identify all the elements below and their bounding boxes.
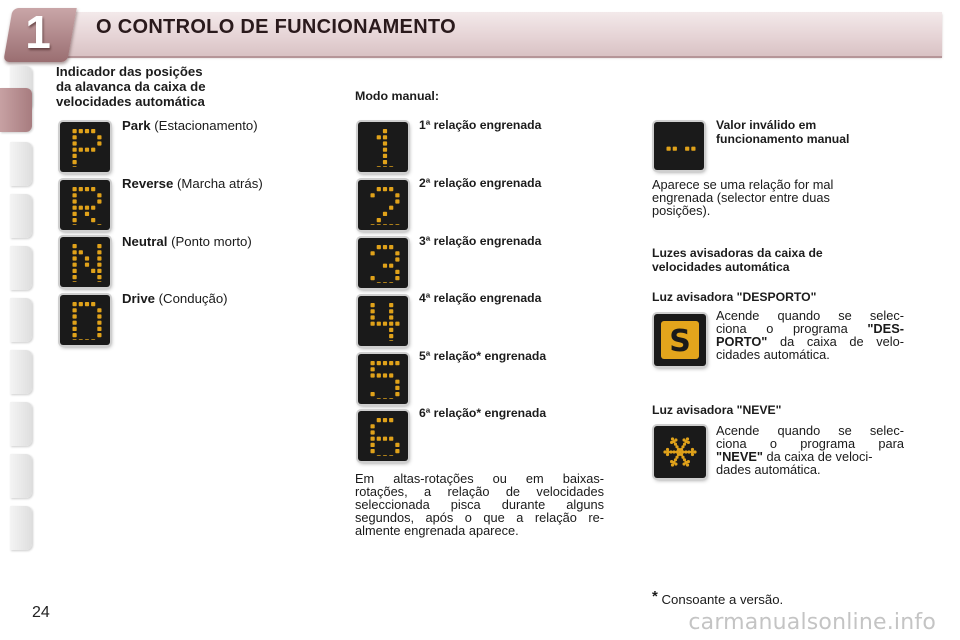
glyph-dot <box>389 437 393 441</box>
footnote-text: Consoante a versão. <box>657 592 784 607</box>
glyph-dot <box>97 308 101 312</box>
label-text: (Ponto morto) <box>167 234 252 249</box>
footnote-star: * <box>652 588 658 605</box>
snowflake-dot <box>691 448 694 451</box>
glyph-dot <box>73 302 77 306</box>
snowflake-dot <box>674 462 677 465</box>
glyph-dot <box>73 333 77 337</box>
glyph-dot <box>389 303 393 307</box>
glyph-dot <box>73 321 77 325</box>
glyph-dot <box>377 398 381 399</box>
label-text: (Condução) <box>155 291 228 306</box>
invalid-value-description <box>652 178 882 217</box>
gear-display-d-icon <box>60 295 110 345</box>
glyph-dot <box>91 218 95 222</box>
glyph-dot <box>79 206 83 210</box>
gear-display-2-icon <box>358 180 408 230</box>
snowflake-icon <box>660 432 700 472</box>
dot-matrix-glyph <box>366 416 400 456</box>
page-title: O CONTROLO DE FUNCIONAMENTO <box>96 16 456 38</box>
glyph-dot <box>85 148 89 152</box>
glyph-dot <box>383 418 387 422</box>
glyph-dot <box>73 193 77 197</box>
glyph-dot <box>383 224 387 225</box>
snowflake-dot <box>672 450 675 453</box>
glyph-dot <box>73 199 77 203</box>
glyph-dot <box>383 135 387 139</box>
label-text: (Marcha atrás) <box>173 176 263 191</box>
glyph-dot <box>389 418 393 422</box>
glyph-dot <box>73 224 77 225</box>
glyph-dot <box>383 282 387 283</box>
glyph-dot <box>389 340 393 341</box>
glyph-dot <box>371 315 375 319</box>
glyph-dot <box>395 270 399 274</box>
glyph-dot <box>389 328 393 332</box>
gear-4-label: 4ª relação engrenada <box>419 291 542 305</box>
desc-line <box>716 348 904 361</box>
gear-3-label: 3ª relação engrenada <box>419 234 542 248</box>
note-line: seleccionada pisca durante alguns <box>355 497 604 512</box>
glyph-dot <box>395 380 399 384</box>
gear-display-p-icon <box>60 122 110 172</box>
gearbox-lights-title <box>652 246 823 274</box>
glyph-dot <box>389 224 393 225</box>
glyph-dot <box>377 455 381 456</box>
glyph-dot <box>79 250 83 254</box>
glyph-dot <box>97 333 101 337</box>
glyph-dot <box>371 276 375 280</box>
glyph-dot <box>377 437 381 441</box>
title-line: velocidades automática <box>652 260 790 274</box>
snowflake-dot <box>686 437 689 440</box>
snowflake-dot <box>684 450 687 453</box>
gear-display-3-icon <box>358 238 408 288</box>
glyph-dot <box>91 129 95 133</box>
desc-bold: "NEVE" <box>716 449 763 464</box>
glyph-dot <box>389 309 393 313</box>
glyph-dot <box>389 373 393 377</box>
glyph-dot <box>377 166 381 167</box>
gear-display-6-icon <box>358 411 408 461</box>
glyph-dot <box>377 361 381 365</box>
glyph-dot <box>371 373 375 377</box>
glyph-dot <box>389 264 393 268</box>
dot-matrix-glyph <box>68 185 102 225</box>
desc-text: da caixa de veloci- <box>762 449 873 464</box>
glyph-dot <box>383 187 387 191</box>
snow-light-description <box>716 424 904 476</box>
glyph-dot <box>383 373 387 377</box>
glyph-dot <box>389 282 393 283</box>
glyph-dot <box>377 218 381 222</box>
glyph-dot <box>377 373 381 377</box>
glyph-dot <box>389 166 393 167</box>
glyph-dot <box>97 199 101 203</box>
label-bold: Neutral <box>122 234 168 249</box>
glyph-dot <box>371 322 375 326</box>
label-text: (Estacionamento) <box>150 118 258 133</box>
glyph-dot <box>377 418 381 422</box>
glyph-dot <box>395 386 399 390</box>
glyph-dot <box>383 148 387 152</box>
glyph-dot <box>371 443 375 447</box>
desc-line: posições). <box>652 203 711 218</box>
dot-matrix-glyph <box>366 243 400 283</box>
desc-text: ciona o programa para <box>716 436 904 451</box>
gear-5-label: 5ª relação* engrenada <box>419 349 547 363</box>
glyph-dot <box>389 455 393 456</box>
glyph-dot <box>97 314 101 318</box>
glyph-dot <box>377 224 381 225</box>
glyph-dot <box>73 148 77 152</box>
title-line: funcionamento manual <box>716 132 850 146</box>
note-line: Em altas-rotações ou em baixas- <box>355 471 604 486</box>
glyph-dot <box>73 160 77 164</box>
glyph-dot <box>673 147 677 151</box>
version-footnote <box>652 588 783 607</box>
glyph-dot <box>79 339 83 340</box>
snowflake-dot <box>671 437 674 440</box>
glyph-dot <box>389 187 393 191</box>
label-bold: Drive <box>122 291 155 306</box>
glyph-dot <box>395 449 399 453</box>
sidebar-tab[interactable] <box>10 506 32 550</box>
dot-matrix-glyph <box>68 300 102 340</box>
dot-matrix-glyph <box>68 242 102 282</box>
glyph-dot <box>85 212 89 216</box>
desc-text: Acende quando se selec- <box>716 423 904 438</box>
manual-mode-note <box>355 472 604 537</box>
desc-line: Aparece se uma relação for mal <box>652 177 834 192</box>
glyph-dot <box>97 263 101 267</box>
glyph-dot <box>383 437 387 441</box>
glyph-dot <box>395 392 399 396</box>
gear-display-1-icon <box>358 122 408 172</box>
snowflake-dot <box>669 450 672 453</box>
glyph-dot <box>97 256 101 260</box>
sidebar-tab[interactable] <box>10 194 32 238</box>
glyph-dot <box>73 218 77 222</box>
sidebar-tab-active[interactable] <box>0 88 32 132</box>
glyph-dot <box>371 224 375 225</box>
glyph-dot <box>377 135 381 139</box>
note-line: almente engrenada aparece. <box>355 523 519 538</box>
glyph-dot <box>371 367 375 371</box>
neutral-label <box>122 234 252 249</box>
glyph-dot <box>395 257 399 261</box>
glyph-dot <box>85 302 89 306</box>
glyph-dot <box>383 245 387 249</box>
glyph-dot <box>377 322 381 326</box>
glyph-dot <box>97 244 101 248</box>
glyph-dot <box>91 339 95 340</box>
chapter-sidebar <box>0 64 32 576</box>
glyph-dot <box>97 193 101 197</box>
glyph-dot <box>73 308 77 312</box>
glyph-dot <box>97 281 101 282</box>
snowflake-dot <box>682 438 685 441</box>
glyph-dot <box>395 224 399 225</box>
desc-text: cidades automática. <box>716 347 830 362</box>
invalid-value-title <box>716 118 849 146</box>
desc-text: Acende quando se selec- <box>716 308 904 323</box>
desc-line: engrenada (selector entre duas <box>652 190 830 205</box>
drive-label <box>122 291 228 306</box>
glyph-dot <box>395 322 399 326</box>
desc-line <box>716 463 904 476</box>
snowflake-dot <box>670 460 673 463</box>
glyph-dot <box>371 449 375 453</box>
glyph-dot <box>73 212 77 216</box>
glyph-dot <box>389 334 393 338</box>
sidebar-tab[interactable] <box>10 142 32 186</box>
sidebar-tab[interactable] <box>10 402 32 446</box>
glyph-dot <box>73 244 77 248</box>
glyph-dot <box>85 339 89 340</box>
glyph-dot <box>691 147 695 151</box>
sport-s-icon <box>660 320 700 360</box>
gear-display-r-icon <box>60 180 110 230</box>
snowflake-dot <box>663 450 666 453</box>
glyph-dot <box>383 212 387 216</box>
glyph-dot <box>85 129 89 133</box>
desc-bold: PORTO" <box>716 334 768 349</box>
glyph-dot <box>73 141 77 145</box>
snowflake-dot <box>671 463 674 466</box>
glyph-dot <box>371 361 375 365</box>
dot-matrix-glyph <box>662 126 696 166</box>
glyph-dot <box>383 455 387 456</box>
glyph-dot <box>395 443 399 447</box>
glyph-dot <box>73 269 77 273</box>
park-label <box>122 118 258 133</box>
title-line: Luzes avisadoras da caixa de <box>652 246 823 260</box>
title-line: velocidades automática <box>56 94 205 109</box>
snowflake-warning-light-icon <box>654 426 706 478</box>
glyph-dot <box>371 251 375 255</box>
gear-1-label: 1ª relação engrenada <box>419 118 542 132</box>
glyph-dot <box>371 193 375 197</box>
dot-matrix-glyph <box>366 359 400 399</box>
glyph-dot <box>85 263 89 267</box>
glyph-dot <box>371 392 375 396</box>
glyph-dot <box>389 322 393 326</box>
sidebar-tab[interactable] <box>10 454 32 498</box>
glyph-dot <box>73 281 77 282</box>
dot-matrix-glyph <box>366 301 400 341</box>
snowflake-dot <box>678 450 681 453</box>
glyph-dot <box>73 135 77 139</box>
glyph-dot <box>685 147 689 151</box>
snowflake-dot <box>687 441 690 444</box>
glyph-dot <box>73 263 77 267</box>
glyph-dot <box>383 129 387 133</box>
glyph-dot <box>73 187 77 191</box>
glyph-dot <box>73 327 77 331</box>
svg-text:S: S <box>669 324 691 359</box>
manual-mode-title: Modo manual: <box>355 89 439 103</box>
glyph-dot <box>667 147 671 151</box>
title-line: da alavanca da caixa de <box>56 79 206 94</box>
dot-matrix-glyph <box>366 127 400 167</box>
glyph-dot <box>383 398 387 399</box>
glyph-dot <box>79 302 83 306</box>
glyph-dot <box>73 256 77 260</box>
snowflake-dot <box>682 462 685 465</box>
glyph-dot <box>85 187 89 191</box>
snowflake-dot <box>670 441 673 444</box>
glyph-dot <box>377 245 381 249</box>
sport-warning-light-icon <box>654 314 706 366</box>
glyph-dot <box>371 309 375 313</box>
glyph-dot <box>395 251 399 255</box>
glyph-dot <box>73 275 77 279</box>
glyph-dot <box>383 160 387 164</box>
glyph-dot <box>91 148 95 152</box>
desc-text: da caixa de velo- <box>767 334 904 349</box>
title-line: Valor inválido em <box>716 118 817 132</box>
watermark: carmanualsonline.info <box>688 610 936 635</box>
glyph-dot <box>377 282 381 283</box>
glyph-dot <box>73 339 77 340</box>
glyph-dot <box>91 187 95 191</box>
sidebar-tab[interactable] <box>10 350 32 394</box>
glyph-dot <box>383 322 387 326</box>
lever-indicator-title <box>56 64 206 109</box>
glyph-dot <box>389 206 393 210</box>
glyph-dot <box>97 321 101 325</box>
glyph-dot <box>395 199 399 203</box>
glyph-dot <box>383 264 387 268</box>
snowflake-dot <box>691 453 694 456</box>
snowflake-dot <box>666 448 669 451</box>
glyph-dot <box>97 275 101 279</box>
glyph-dot <box>383 141 387 145</box>
glyph-dot <box>395 361 399 365</box>
glyph-dot <box>395 276 399 280</box>
glyph-dot <box>389 361 393 365</box>
reverse-label <box>122 176 263 191</box>
note-line: segundos, após o que a relação re- <box>355 510 604 525</box>
glyph-dot <box>389 245 393 249</box>
gear-display-5-icon <box>358 354 408 404</box>
glyph-dot <box>79 148 83 152</box>
glyph-dot <box>383 166 387 167</box>
glyph-dot <box>97 250 101 254</box>
glyph-dot <box>97 224 101 225</box>
snowflake-dot <box>693 450 696 453</box>
glyph-dot <box>85 206 89 210</box>
glyph-dot <box>97 141 101 145</box>
glyph-dot <box>371 424 375 428</box>
page-number: 24 <box>32 604 50 621</box>
glyph-dot <box>73 206 77 210</box>
glyph-dot <box>389 315 393 319</box>
invalid-value-display-icon <box>654 122 704 170</box>
sport-light-title: Luz avisadora "DESPORTO" <box>652 290 817 304</box>
label-bold: Reverse <box>122 176 174 191</box>
glyph-dot <box>91 302 95 306</box>
glyph-dot <box>79 129 83 133</box>
glyph-dot <box>371 303 375 307</box>
glyph-dot <box>91 269 95 273</box>
snow-light-title: Luz avisadora "NEVE" <box>652 403 782 417</box>
glyph-dot <box>73 166 77 167</box>
snowflake-dot <box>674 438 677 441</box>
gear-display-4-icon <box>358 296 408 346</box>
glyph-dot <box>395 193 399 197</box>
glyph-dot <box>79 187 83 191</box>
sport-light-description <box>716 309 904 361</box>
glyph-dot <box>97 269 101 273</box>
label-bold: Park <box>122 118 151 133</box>
desc-text: ciona o programa <box>716 321 868 336</box>
gear-2-label: 2ª relação engrenada <box>419 176 542 190</box>
glyph-dot <box>371 437 375 441</box>
desc-bold: "DES- <box>867 321 904 336</box>
glyph-dot <box>389 398 393 399</box>
snowflake-dot <box>686 463 689 466</box>
glyph-dot <box>97 327 101 331</box>
glyph-dot <box>97 135 101 139</box>
snowflake-dot <box>666 453 669 456</box>
sidebar-tab[interactable] <box>10 298 32 342</box>
note-line: rotações, a relação de velocidades <box>355 484 604 499</box>
glyph-dot <box>377 187 381 191</box>
glyph-dot <box>73 250 77 254</box>
glyph-dot <box>73 154 77 158</box>
snowflake-dot <box>687 450 690 453</box>
desc-text: dades automática. <box>716 462 821 477</box>
header-divider <box>62 56 942 58</box>
gear-6-label: 6ª relação* engrenada <box>419 406 547 420</box>
dot-matrix-glyph <box>366 185 400 225</box>
glyph-dot <box>85 256 89 260</box>
snowflake-dot <box>687 460 690 463</box>
glyph-dot <box>383 154 387 158</box>
glyph-dot <box>91 206 95 210</box>
glyph-dot <box>73 129 77 133</box>
glyph-dot <box>73 314 77 318</box>
glyph-dot <box>371 430 375 434</box>
dot-matrix-glyph <box>68 127 102 167</box>
chapter-number: 1 <box>25 6 51 58</box>
glyph-dot <box>383 361 387 365</box>
sidebar-tab[interactable] <box>10 246 32 290</box>
gear-display-n-icon <box>60 237 110 287</box>
title-line: Indicador das posições <box>56 64 203 79</box>
